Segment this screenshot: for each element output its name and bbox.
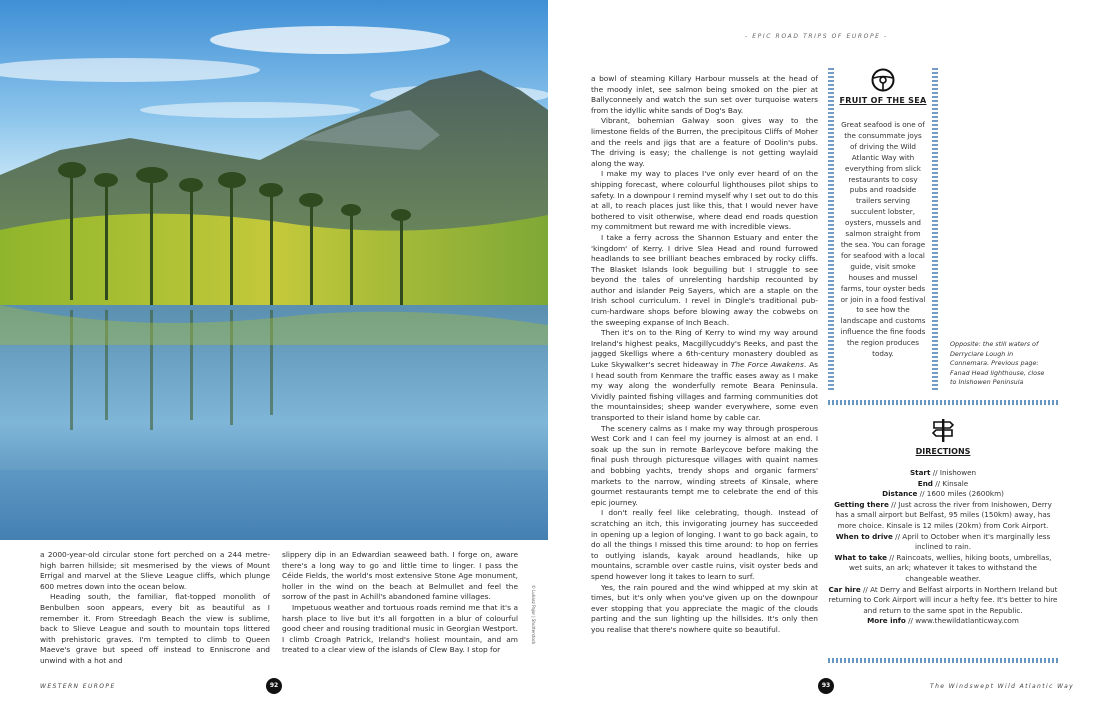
directions-item: Car hire // At Derry and Belfast airports in Northern Ireland but returning to Cork Airport will incur a hefty fee. It's better to hire and return to the same spot in the Republic. (828, 584, 1058, 615)
paragraph: Heading south, the familiar, flat-topped monolith of Benbulben soon appears, every bit as beautiful as I remember it. From Streedagh Beach the view is sublime, back to Slieve League and south to mountain tops littered with prehistoric graves. I'm tempted to climb to Queen Maeve's grave but speed off instead to Enniscrone and unwind with a hot and (40, 592, 270, 665)
page-number-right: 93 (818, 678, 834, 694)
paragraph: slippery dip in an Edwardian seaweed bath. I forge on, aware there's a long way to go and little time to linger. I pass the Céide Fields, the world's most extensive Stone Age monument, holler in the wind on the beach at Belmullet and feel the sorrow of the past in Achill's abandoned famine villages. (282, 550, 518, 602)
body-column-2 (282, 550, 518, 656)
directions-item: End // Kinsale (917, 478, 969, 488)
signpost-icon (930, 417, 956, 443)
page-number-left: 92 (266, 678, 282, 694)
directions-item: Getting there // Just across the river from Inishowen, Derry has a small airport but Belfast, 95 miles (150km) away, has more choice. Kinsale is 12 miles (20km) from Cork Airport. (834, 499, 1052, 530)
directions-item: Distance // 1600 miles (2600km) (882, 489, 1004, 499)
body-column-3 (591, 74, 818, 635)
paragraph: Impetuous weather and tortuous roads remind me that it's a harsh place to live but it's all forgotten in a blur of colourful good cheer and rousing traditional music in Georgian Westport. I climb Croagh Patrick, Ireland's holiest mountain, and am treated to a clear view of the islands of Clew Bay. I stop for (282, 602, 518, 655)
lake-mountain-illustration (0, 0, 548, 540)
body-column-1 (40, 550, 270, 667)
paragraph: I don't really feel like celebrating, though. Instead of scratching an itch, this invigorating journey has succeeded in opening up a legion of longing. I want to go back again, to do all the things I missed this time around: to hop on ferries to outlying islands, kayak around headlands, hike up mountains, scramble over castle ruins, visit oyster beds and spend however long it takes to learn to surf. (591, 508, 818, 581)
footer-section-left: WESTERN EUROPE (40, 683, 116, 690)
film-title: The Force Awakens (730, 360, 804, 370)
paragraph: Then it's on to the Ring of Kerry to wind my way around Ireland's highest peaks, Macgillycuddy's Reeks, and past the jagged Skelligs where a 6th-century monastery doubled as Luke Skywalker's secret hideaway in The Force Awakens. As I head south from Kenmare the traffic eases away as I make my way along the wonderfully remote Beara Peninsula. Vividly painted fishing villages and farming communities dot the mountainsides; sheep wander everywhere, some even transported to their island home by cable car. (591, 328, 818, 422)
running-head: - EPIC ROAD TRIPS OF EUROPE - (745, 33, 888, 40)
decorative-border-right (932, 68, 938, 390)
sidebar-text: Great seafood is one of the consummate joys of driving the Wild Atlantic Way with everything from slick restaurants to cosy pubs and roadside trailers serving succulent lobster, oysters, mussels and salmon straight from the sea. You can forage for seafood with a local guide, visit smoke houses and mussel farms, tour oyster beds or join in a food festival to see how the landscape and customs influence the fine foods the region produces today. (840, 120, 926, 359)
paragraph: Yes, the rain poured and the wind whipped at my skin at times, but it's only when you've given up on the downpour ever stopping that you appreciate the magic of the clouds parting and the sun lighting up the hillsides. It's only then you realise that there's nowhere quite so beautiful. (591, 582, 818, 634)
directions-item: Start // Inishowen (909, 468, 977, 477)
directions-item: What to take // Raincoats, wellies, hiking boots, umbrellas, wet suits, an ark; whatever it takes to withstand the changeable weather. (834, 552, 1052, 583)
decorative-border-left (828, 68, 834, 390)
sidebar-title: FRUIT OF THE SEA (839, 96, 927, 105)
photo-credit: © Lukasz Pajor | Shutterstock (531, 585, 536, 645)
paragraph: Vibrant, bohemian Galway soon gives way to the limestone fields of the Burren, the precipitous Cliffs of Moher and the reels and jigs that are a feature of Doolin's pubs. The driving is easy; the challenge is not getting waylaid along the way. (591, 116, 818, 168)
paragraph: a bowl of steaming Killary Harbour mussels at the head of the moody inlet, see salmon being smoked on the pier at Ballyconneely and watch the sun set over turquoise waters from the idyllic white sands of Dog's Bay. (591, 74, 818, 115)
paragraph: The scenery calms as I make my way through prosperous West Cork and I can feel my journey is almost at an end. I soak up the sun in remote Barleycove before making the final push through picturesque villages with quaint names and bobbing yachts, trendy shops and organic farmers' markets to the narrow, winding streets of Kinsale, where gourmet restaurants tempt me to celebrate the end of this epic journey. (591, 423, 818, 507)
steering-wheel-icon (871, 68, 895, 92)
paragraph: I make my way to places I've only ever heard of on the shipping forecast, where colourful lighthouses pilot ships to safety. In a downpour I remind myself why I set out to do this at all, to reach places just like this, that I would never have bothered to visit otherwise, where dead end roads question my commitment but reward me with incredible views. (591, 169, 818, 232)
directions-title: DIRECTIONS (915, 447, 971, 456)
footer-section-right: The Windswept Wild Atlantic Way (930, 683, 1075, 690)
photo-caption: Opposite: the still waters of Derryclare Lough in Connemara. Previous page: Fanad Head lighthouse, close to Inishowen Peninsula (950, 340, 1045, 386)
paragraph: a 2000-year-old circular stone fort perched on a 244 metre-high barren hillside; sit mesmerised by the views of Mount Errigal and marvel at the Slieve League cliffs, which plunge 600 metres down into the ocean below. (40, 550, 270, 591)
directions-item: When to drive // April to October when it's marginally less inclined to rain. (835, 531, 1051, 552)
directions-list (828, 468, 1058, 627)
decorative-divider-bottom (828, 658, 1058, 663)
sidebar-fruit-of-the-sea (828, 68, 938, 390)
directions-item: More info // www.thewildatlanticway.com (867, 616, 1019, 626)
hero-photo (0, 0, 548, 540)
decorative-divider-top (828, 400, 1058, 405)
paragraph: I take a ferry across the Shannon Estuary and enter the 'kingdom' of Kerry. I drive Slea Head and round furrowed headlands to see brilliant beaches embraced by rocky cliffs. The Blasket Islands look beguiling but I struggle to see beyond the tales of unrelenting hardship recounted by author and islander Peig Sayers, which are a staple on the Irish school curriculum. I revel in Dingle's traditional pub-cum-hardware shops before blowing away the cobwebs on the sweeping expanse of Inch Beach. (591, 232, 818, 327)
